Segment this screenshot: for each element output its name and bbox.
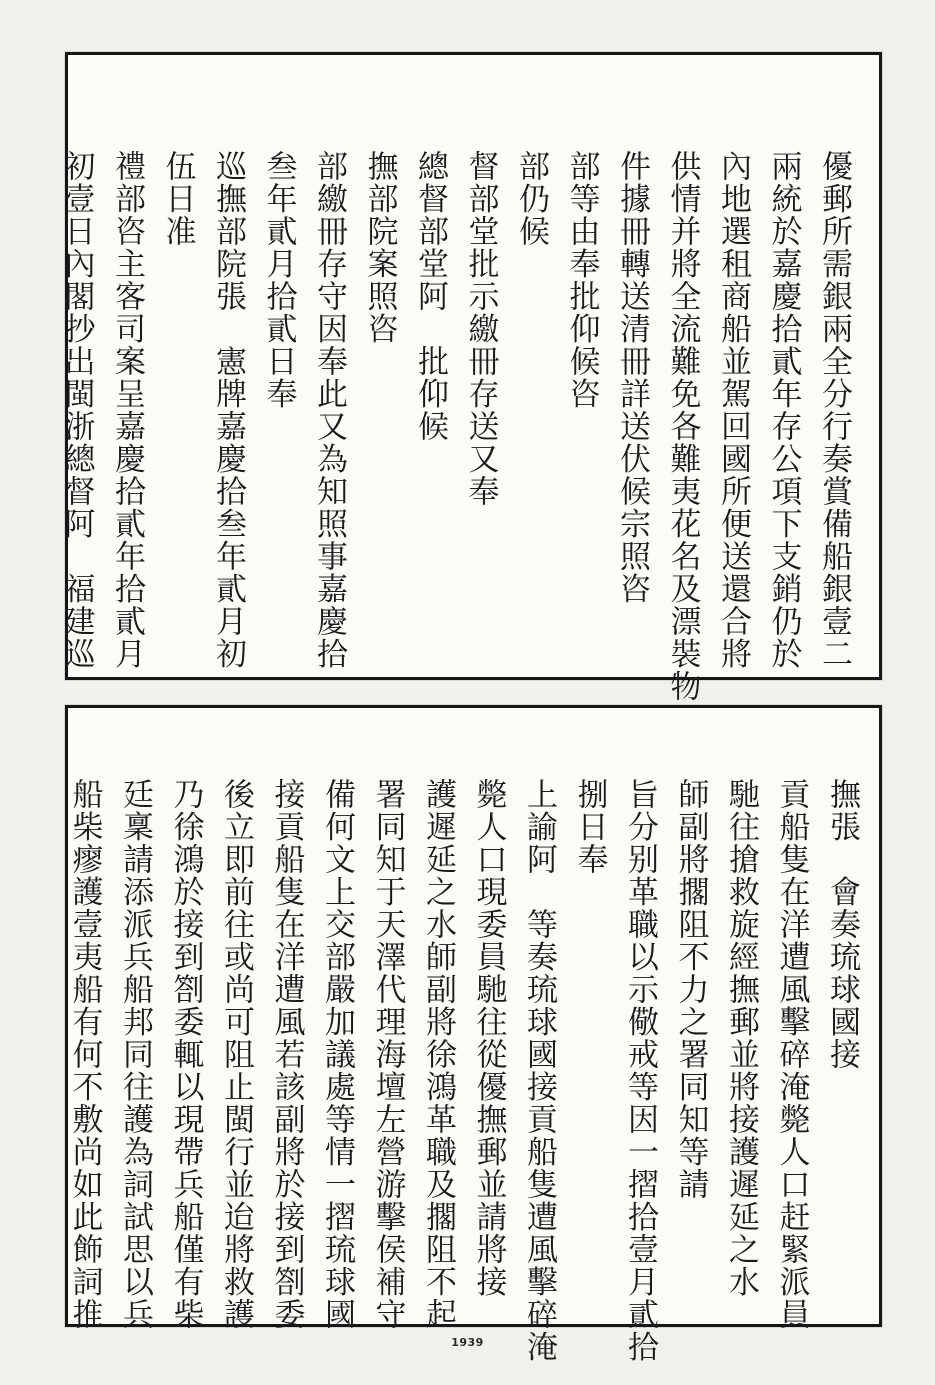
text-column: 巡撫部院張 憲牌嘉慶拾叁年貳月初 — [210, 150, 246, 670]
text-column: 護遲延之水師副將徐鴻革職及擱阻不起 — [420, 778, 456, 1331]
text-column: 斃人口現委員馳往從優撫郵並請將接 — [470, 778, 507, 1298]
text-column: 督部堂批示繳冊存送又奉 — [462, 150, 499, 508]
vertical-text-block-top — [51, 150, 859, 703]
text-column: 件據冊轉送清冊詳送伏候宗照咨 — [614, 150, 650, 605]
text-column: 後立即前往或尚可阻止閩行並迨將救護 — [218, 778, 254, 1331]
text-column: 備何文上交部嚴加議處等情一摺琉球國 — [319, 778, 355, 1331]
text-column: 內地選租商船並駕回國所便送還合將 — [715, 150, 751, 670]
text-column: 船柴瘳護壹夷船有何不敷尚如此飾詞推 — [66, 778, 103, 1331]
text-column: 廷稟請添派兵船邦同往護為詞試思以兵 — [117, 778, 153, 1331]
text-column: 兩統於嘉慶拾貳年存公項下支銷仍於 — [765, 150, 802, 670]
text-column: 禮部咨主客司案呈嘉慶拾貳年拾貳月 — [109, 150, 145, 670]
text-column: 師副將擱阻不力之署同知等請 — [672, 778, 709, 1201]
manuscript-panel-top — [58, 52, 882, 703]
text-column: 部仍候 — [513, 150, 549, 248]
text-column: 部繳冊存守因奉此又為知照事嘉慶拾 — [311, 150, 347, 670]
text-column: 總督部堂阿 批仰候 — [412, 150, 448, 443]
text-column: 初壹日內閣抄出閩浙總督阿 福建巡 — [58, 150, 95, 670]
text-column: 供情并將全流難免各難夷花名及漂裝物 — [664, 150, 701, 703]
text-column: 捌日奉 — [571, 778, 608, 876]
text-column: 旨分别革職以示儆戒等因一摺拾壹月貳拾 — [622, 778, 658, 1363]
text-column: 撫張 會奏琉球國接 — [824, 778, 860, 1071]
text-column: 叁年貳月拾貳日奉 — [260, 150, 297, 410]
page-number: 1939 — [451, 1336, 484, 1349]
text-column: 伍日准 — [159, 150, 196, 248]
text-column: 接貢船隻在洋遭風若該副將於接到劄委 — [268, 778, 305, 1331]
text-column: 貢船隻在洋遭風擊碎淹斃人口赶緊派員 — [773, 778, 810, 1331]
text-column: 署同知于天澤代理海壇左營游擊侯補守 — [369, 778, 406, 1331]
text-column: 上諭阿 等奏琉球國接貢船隻遭風擊碎淹 — [521, 778, 557, 1363]
text-column: 乃徐鴻於接到劄委輒以現帶兵船僅有柴 — [167, 778, 204, 1331]
text-column: 優郵所需銀兩全分行奏賞備船銀壹二 — [816, 150, 852, 670]
text-column: 撫部院案照咨 — [361, 150, 398, 345]
text-column: 部等由奉批仰候咨 — [563, 150, 600, 410]
text-column: 馳往搶救旋經撫郵並將接護遲延之水 — [723, 778, 759, 1298]
